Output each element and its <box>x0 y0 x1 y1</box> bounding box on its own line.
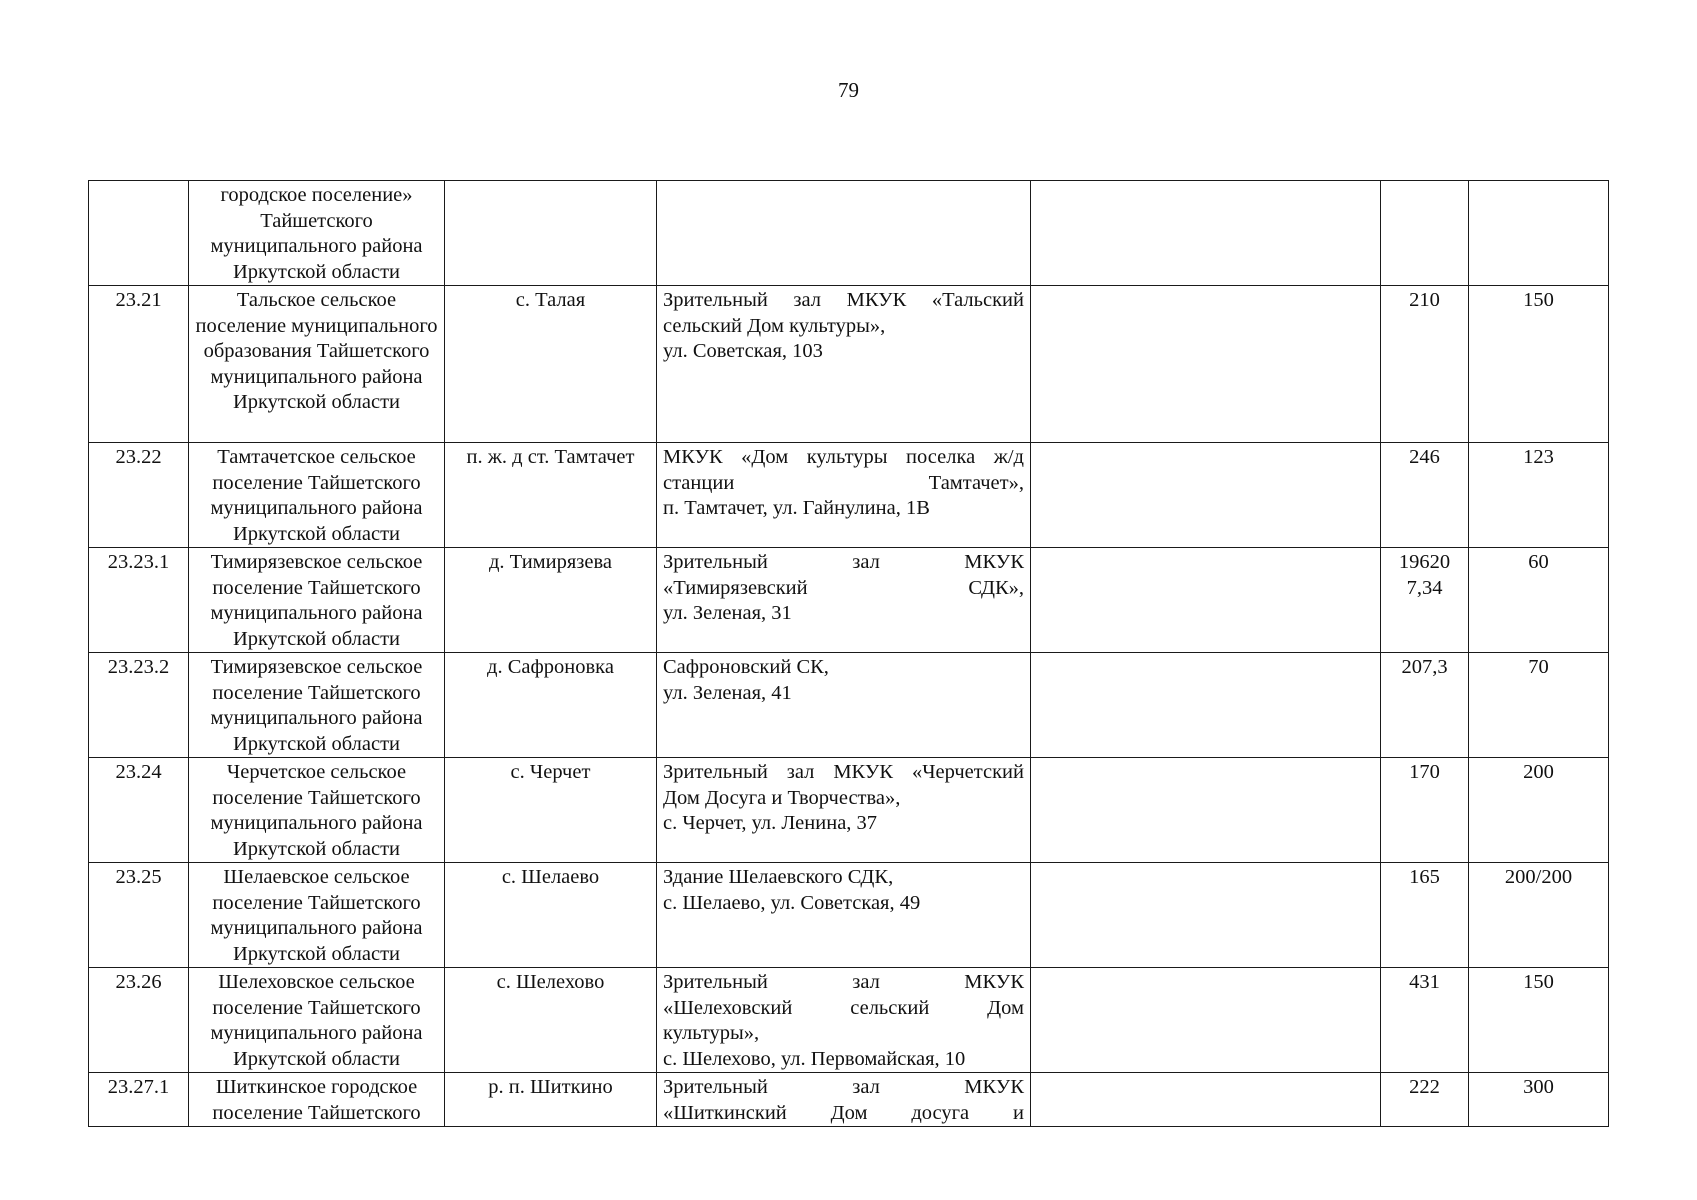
table-row <box>89 286 1609 443</box>
row-number-cell: 23.22 <box>89 443 189 548</box>
row-number-cell: 23.25 <box>89 863 189 968</box>
venue-line: с. Шелехово, ул. Первомайская, 10 <box>663 1047 966 1070</box>
page-number: 79 <box>838 78 859 102</box>
settlement-cell: городское поселение» Тайшетского муниципального района Иркутской области <box>189 181 445 286</box>
locality-cell: с. Черчет <box>445 758 657 863</box>
venue-cell <box>657 653 1031 758</box>
area-cell: 210 <box>1381 286 1469 443</box>
area-cell: 170 <box>1381 758 1469 863</box>
empty-cell <box>1031 181 1381 286</box>
settlement-cell: Тальское сельское поселение муниципального образования Тайшетского муниципального района Иркутской области <box>189 286 445 443</box>
settlement-cell: Шелеховское сельское поселение Тайшетского муниципального района Иркутской области <box>189 968 445 1073</box>
venue-cell <box>657 1073 1031 1127</box>
venue-line: «Шиткинский Дом досуга и <box>663 1101 1024 1124</box>
area-cell: 165 <box>1381 863 1469 968</box>
table-row <box>89 758 1609 863</box>
seats-cell: 70 <box>1469 653 1609 758</box>
row-number-cell <box>89 181 189 286</box>
venue-cell <box>657 286 1031 443</box>
empty-cell <box>1031 653 1381 758</box>
venue-line: Зрительный зал МКУК <box>663 1076 1024 1098</box>
table-row <box>89 968 1609 1073</box>
locality-cell <box>445 181 657 286</box>
row-number-cell: 23.21 <box>89 286 189 443</box>
venue-line: п. Тамтачет, ул. Гайнулина, 1В <box>663 497 930 519</box>
venue-cell <box>657 758 1031 863</box>
venue-line: Здание Шелаевского СДК, <box>663 866 894 888</box>
empty-cell <box>1031 758 1381 863</box>
seats-cell: 200 <box>1469 758 1609 863</box>
venue-line: с. Черчет, ул. Ленина, 37 <box>663 812 878 834</box>
venue-line: МКУК «Дом культуры поселка ж/д <box>663 446 1024 468</box>
row-number-cell: 23.26 <box>89 968 189 1073</box>
settlement-cell: Шелаевское сельское поселение Тайшетского муниципального района Иркутской области <box>189 863 445 968</box>
row-number-cell: 23.24 <box>89 758 189 863</box>
venue-line: Дом Досуга и Творчества», <box>663 786 901 809</box>
locality-cell: р. п. Шиткино <box>445 1073 657 1127</box>
venue-cell <box>657 181 1031 286</box>
venue-line: «Шелеховский сельский Дом <box>663 996 1024 1019</box>
venue-cell <box>657 443 1031 548</box>
table-row <box>89 863 1609 968</box>
locality-cell: с. Талая <box>445 286 657 443</box>
table-row <box>89 443 1609 548</box>
settlement-cell: Шиткинское городское поселение Тайшетского <box>189 1073 445 1127</box>
seats-cell: 123 <box>1469 443 1609 548</box>
seats-cell: 200/200 <box>1469 863 1609 968</box>
venue-line: сельский Дом культуры», <box>663 314 886 337</box>
venue-line: с. Шелаево, ул. Советская, 49 <box>663 891 921 914</box>
locality-cell: п. ж. д ст. Тамтачет <box>445 443 657 548</box>
venue-line: ул. Советская, 103 <box>663 340 823 362</box>
venue-cell <box>657 548 1031 653</box>
venue-line: Зрительный зал МКУК «Тальский <box>663 289 1024 311</box>
settlement-cell: Тимирязевское сельское поселение Тайшетского муниципального района Иркутской области <box>189 653 445 758</box>
table-row <box>89 1073 1609 1127</box>
table-row <box>89 653 1609 758</box>
venue-cell <box>657 968 1031 1073</box>
settlement-cell: Тамтачетское сельское поселение Тайшетского муниципального района Иркутской области <box>189 443 445 548</box>
empty-cell <box>1031 443 1381 548</box>
area-cell <box>1381 181 1469 286</box>
venue-line: «Тимирязевский СДК», <box>663 576 1024 599</box>
area-cell: 246 <box>1381 443 1469 548</box>
venue-cell <box>657 863 1031 968</box>
seats-cell <box>1469 181 1609 286</box>
area-cell: 222 <box>1381 1073 1469 1127</box>
seats-cell: 60 <box>1469 548 1609 653</box>
table-body <box>89 181 1609 1127</box>
venue-line: Сафроновский СК, <box>663 656 829 678</box>
empty-cell <box>1031 548 1381 653</box>
venue-line: культуры», <box>663 1022 760 1044</box>
settlement-cell: Тимирязевское сельское поселение Тайшетского муниципального района Иркутской области <box>189 548 445 653</box>
venue-line: Зрительный зал МКУК «Черчетский <box>663 761 1024 783</box>
locality-cell: с. Шелехово <box>445 968 657 1073</box>
row-number-cell: 23.27.1 <box>89 1073 189 1127</box>
area-cell: 19620 7,34 <box>1381 548 1469 653</box>
venue-line: станции Тамтачет», <box>663 471 1024 494</box>
venues-table <box>88 180 1609 1127</box>
seats-cell: 300 <box>1469 1073 1609 1127</box>
row-number-cell: 23.23.2 <box>89 653 189 758</box>
empty-cell <box>1031 286 1381 443</box>
empty-cell <box>1031 968 1381 1073</box>
empty-cell <box>1031 1073 1381 1127</box>
seats-cell: 150 <box>1469 286 1609 443</box>
table-row <box>89 181 1609 286</box>
locality-cell: д. Сафроновка <box>445 653 657 758</box>
settlement-cell: Черчетское сельское поселение Тайшетского муниципального района Иркутской области <box>189 758 445 863</box>
locality-cell: с. Шелаево <box>445 863 657 968</box>
area-cell: 431 <box>1381 968 1469 1073</box>
table-row <box>89 548 1609 653</box>
row-number-cell: 23.23.1 <box>89 548 189 653</box>
venue-line: ул. Зеленая, 41 <box>663 681 792 704</box>
area-cell: 207,3 <box>1381 653 1469 758</box>
empty-cell <box>1031 863 1381 968</box>
seats-cell: 150 <box>1469 968 1609 1073</box>
venue-line: Зрительный зал МКУК <box>663 971 1024 993</box>
venue-line: ул. Зеленая, 31 <box>663 602 792 624</box>
venue-line: Зрительный зал МКУК <box>663 551 1024 573</box>
locality-cell: д. Тимирязева <box>445 548 657 653</box>
